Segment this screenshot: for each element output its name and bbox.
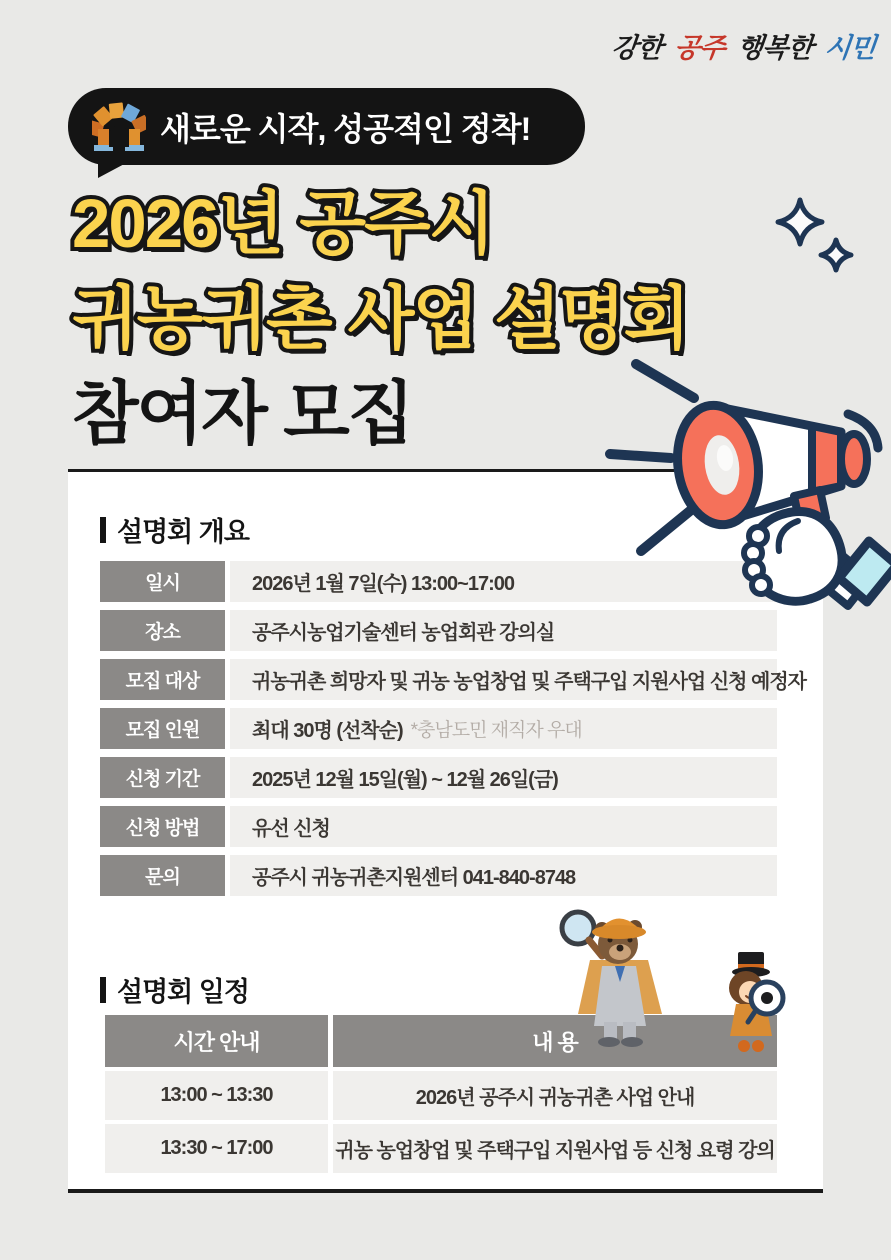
schedule-time-cell: 13:00 ~ 13:30	[105, 1071, 328, 1120]
schedule-content-cell: 귀농 농업창업 및 주택구입 지원사업 등 신청 요령 강의	[333, 1124, 777, 1173]
megaphone-icon	[596, 346, 891, 611]
tagline-badge	[68, 88, 585, 165]
row-label: 신청 방법	[100, 806, 225, 847]
bottom-divider	[68, 1189, 823, 1193]
row-value: 2026년 1월 7일(수) 13:00~17:00	[230, 561, 777, 602]
schedule-content-cell: 2026년 공주시 귀농귀촌 사업 안내	[333, 1071, 777, 1120]
schedule-heading-text: 설명회 일정	[117, 977, 249, 1007]
row-value: 공주시농업기술센터 농업회관 강의실	[230, 610, 777, 651]
title-line-1: 2026년 공주시	[72, 185, 494, 262]
slogan-word-citizen: 시민	[822, 33, 877, 63]
table-row	[100, 610, 777, 651]
city-slogan-logo	[604, 26, 877, 65]
detective-girl-mascot	[710, 946, 792, 1054]
title-line-2: 귀농귀촌 사업 설명회	[72, 280, 689, 357]
row-value	[230, 708, 777, 749]
row-value: 2025년 12월 15일(월) ~ 12월 26일(금)	[230, 757, 777, 798]
heading-bar	[100, 517, 106, 543]
arch-gate-icon	[92, 102, 146, 152]
heading-bar	[100, 977, 106, 1003]
title-line-3: 참여자 모집	[72, 375, 413, 452]
row-label: 모집 인원	[100, 708, 225, 749]
slogan-word: 강한	[609, 33, 664, 63]
column-header-content: 내 용	[333, 1015, 777, 1067]
detective-bear-mascot	[556, 896, 696, 1048]
table-row	[100, 757, 777, 798]
slogan-word-gongju: 공주	[672, 33, 726, 63]
schedule-time-cell: 13:30 ~ 17:00	[105, 1124, 328, 1173]
column-header-time: 시간 안내	[105, 1015, 328, 1067]
row-value-main: 최대 30명 (선착순)	[252, 720, 403, 742]
slogan-word: 행복한	[735, 33, 814, 63]
tagline-text: 새로운 시작, 성공적인 정착!	[160, 110, 531, 147]
row-value-note: *충남도민 재직자 우대	[410, 720, 582, 741]
row-label: 문의	[100, 855, 225, 896]
table-row	[100, 659, 806, 700]
schedule-heading	[100, 970, 249, 1009]
row-label: 일시	[100, 561, 225, 602]
row-value: 귀농귀촌 희망자 및 귀농 농업창업 및 주택구입 지원사업 신청 예정자	[230, 659, 777, 700]
table-row	[100, 806, 777, 847]
row-value: 공주시 귀농귀촌지원센터 041-840-8748	[230, 855, 777, 896]
table-row	[100, 855, 777, 896]
row-label: 모집 대상	[100, 659, 225, 700]
table-row	[100, 708, 777, 749]
overview-table	[100, 561, 806, 904]
overview-heading	[100, 510, 249, 549]
row-value: 유선 신청	[230, 806, 777, 847]
row-label: 신청 기간	[100, 757, 225, 798]
sparkles-icon	[770, 192, 862, 288]
overview-heading-text: 설명회 개요	[117, 517, 249, 547]
row-label: 장소	[100, 610, 225, 651]
